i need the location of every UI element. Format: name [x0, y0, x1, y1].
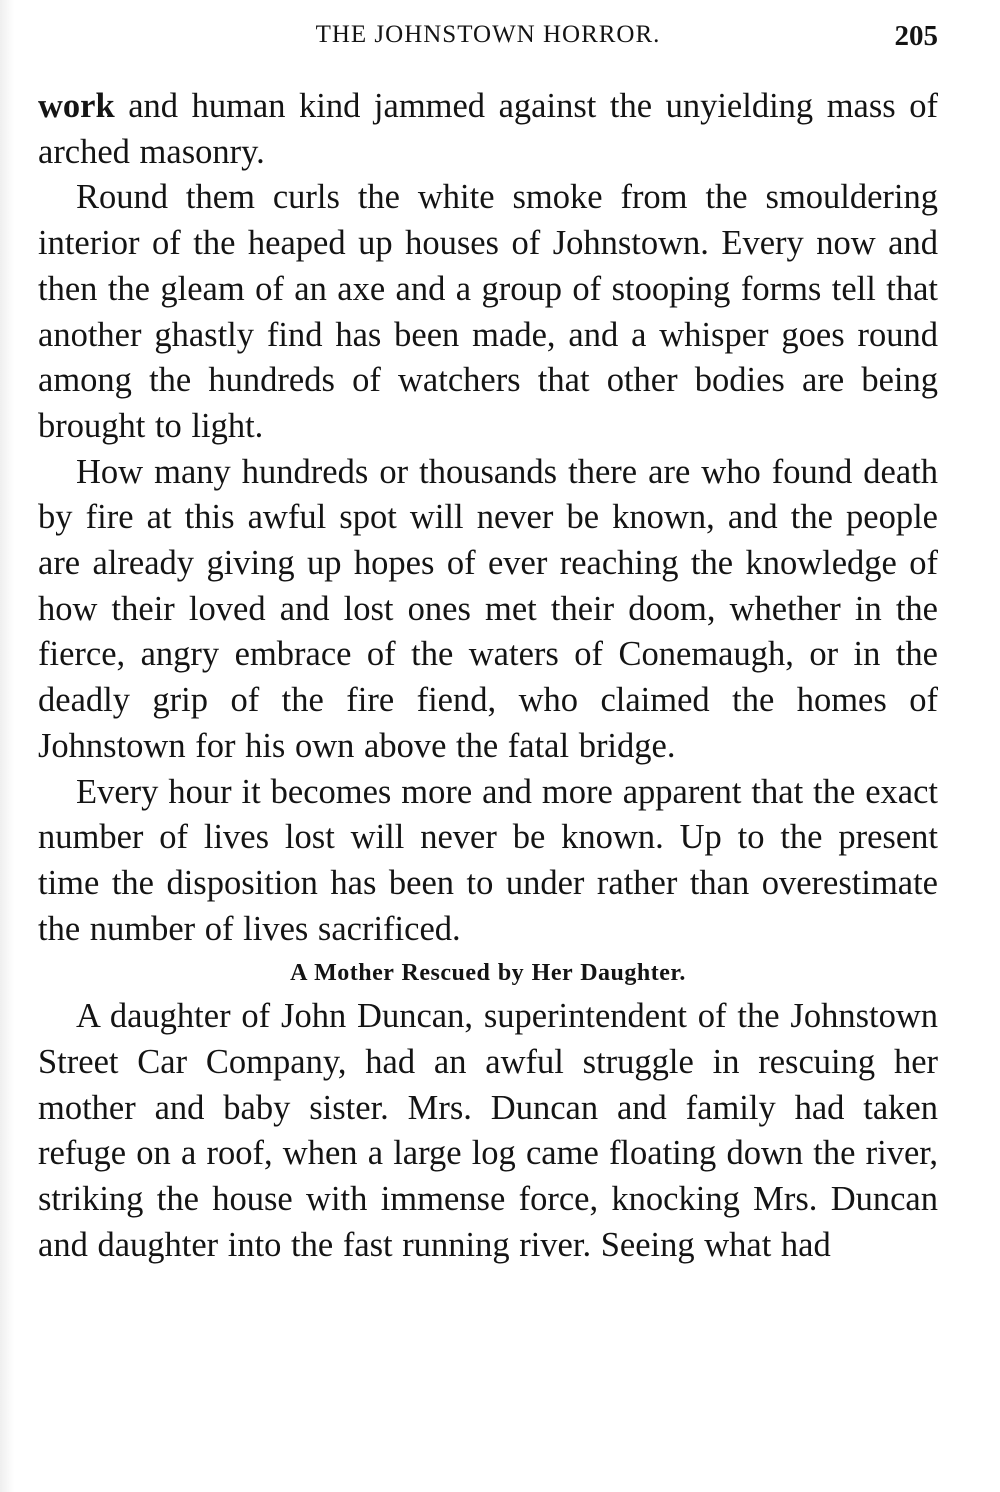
paragraph-duncan-rescue: A daughter of John Duncan, superintendent of the Johnstown Street Car Company, had an awful struggle in rescuing her mother and baby sister. Mrs. Duncan and family had taken refuge on a roof, when a large log came floating down the river, striking the house with immense force, knocking Mrs. Duncan and daughter into the fast running river. Seeing what had: [38, 997, 938, 1264]
continuation-first-word: work: [38, 87, 115, 125]
body-text: [38, 84, 938, 1269]
scan-edge-shading: [0, 0, 14, 1492]
continuation-rest: and human kind jammed against the unyielding mass of arched masonry.: [38, 87, 938, 171]
page-number: 205: [894, 20, 938, 52]
paragraph-continuation: [38, 84, 938, 175]
section-heading: A Mother Rescued by Her Daughter.: [290, 960, 686, 987]
paragraph-smoke: Round them curls the white smoke from the smouldering interior of the heaped up houses of Johnstown. Every now and then the gleam of an axe and a group of stooping forms tell that another ghastly find has been made, and a whisper goes round among the hundreds of watchers that other bodies are being brought to light.: [38, 178, 938, 445]
page-header: [38, 20, 938, 56]
running-head: THE JOHNSTOWN HORROR.: [315, 21, 661, 48]
paragraph-lives-lost: Every hour it becomes more and more apparent that the exact number of lives lost will never be known. Up to the present time the disposition has been to under rather than overestimate the number of lives sacrificed.: [38, 772, 938, 948]
paragraph-fire-deaths: How many hundreds or thousands there are who found death by fire at this awful spot will never be known, and the people are already giving up hopes of ever reaching the knowledge of how their loved and lost ones met their doom, whether in the fierce, angry embrace of the waters of Conemaugh, or in the deadly grip of the fire fiend, who claimed the homes of Johnstown for his own above the fatal bridge.: [38, 452, 938, 765]
